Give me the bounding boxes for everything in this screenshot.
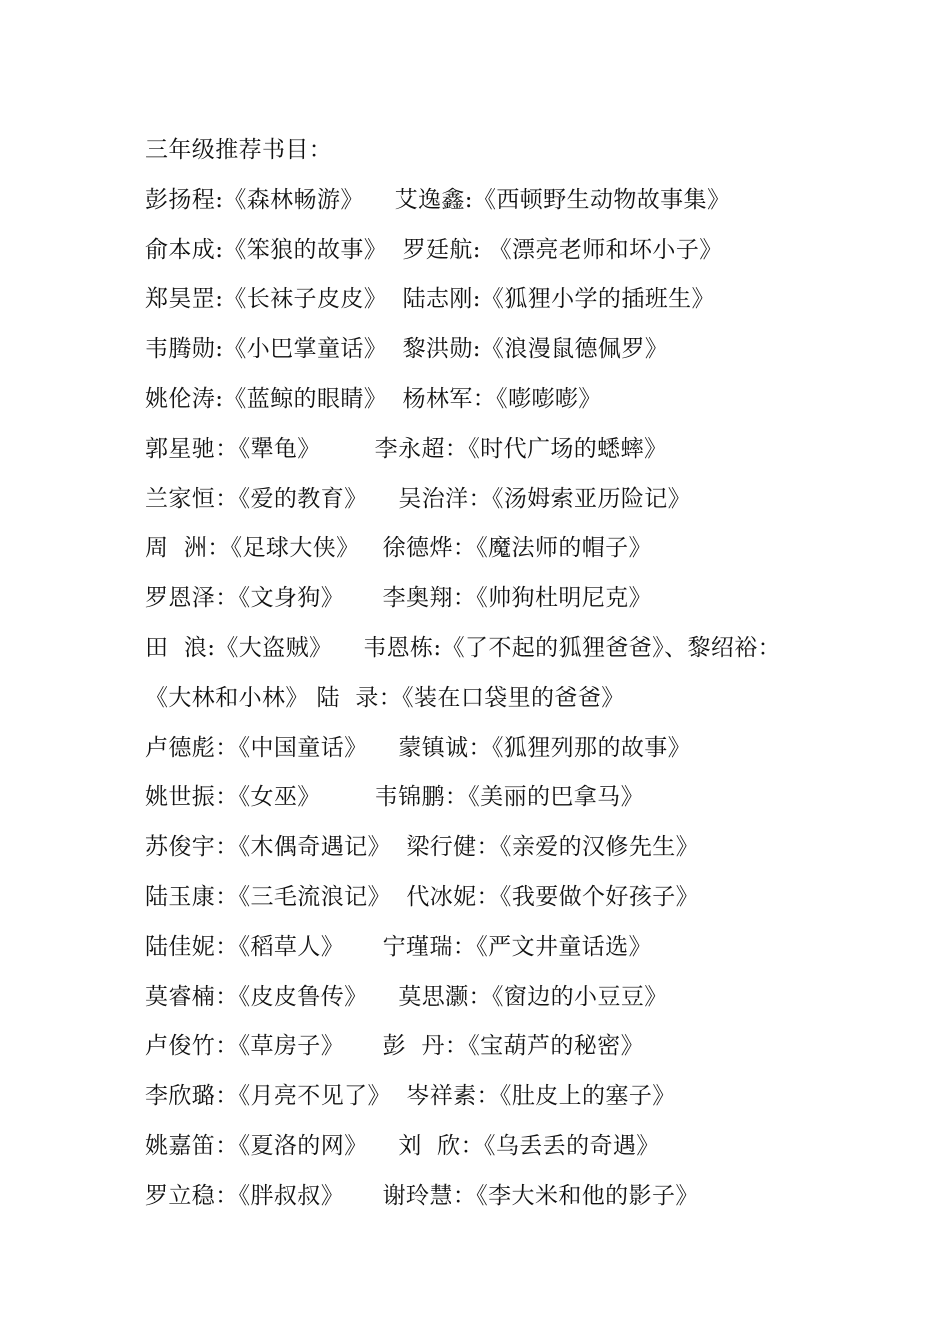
list-title: 三年级推荐书目： (145, 137, 333, 163)
list-item: 卢俊竹：《草房子》 彭 丹：《宝葫芦的秘密》 (145, 1033, 644, 1060)
list-item: 俞本成:《笨狼的故事》 罗廷航: 《漂亮老师和坏小子》 (145, 236, 723, 263)
list-item: 苏俊宇：《木偶奇遇记》 梁行健：《亲爱的汉修先生》 (145, 834, 700, 861)
book-list (145, 126, 845, 1222)
list-item: 陆玉康：《三毛流浪记》 代冰妮：《我要做个好孩子》 (145, 883, 700, 910)
list-item: 姚嘉笛：《夏洛的网》 刘 欣：《乌丢丢的奇遇》 (145, 1132, 660, 1159)
list-item: 卢德彪：《中国童话》 蒙镇诚：《狐狸列那的故事》 (145, 734, 692, 761)
list-item: 郑昊罡:《长袜子皮皮》 陆志刚:《狐狸小学的插班生》 (145, 286, 715, 313)
list-item: 莫睿楠：《皮皮鲁传》 莫思灏：《窗边的小豆豆》 (145, 983, 668, 1010)
list-item: 罗立稳：《胖叔叔》 谢玲慧：《李大米和他的影子》 (145, 1182, 699, 1209)
list-item: 周 洲：《足球大侠》 徐德烨：《魔法师的帽子》 (145, 535, 652, 562)
list-item: 李欣璐：《月亮不见了》 岑祥素：《肚皮上的塞子》 (145, 1083, 676, 1110)
list-item: 《大林和小林》 陆 录：《装在口袋里的爸爸》 (145, 684, 625, 711)
list-item: 姚伦涛:《蓝鲸的眼睛》 杨林军：《嘭嘭嘭》 (145, 385, 602, 412)
list-item: 陆佳妮：《稻草人》 宁瑾瑞：《严文井童话选》 (145, 933, 652, 960)
list-item: 田 浪:《大盗贼》 韦恩栋:《了不起的狐狸爸爸》、黎绍裕： (145, 634, 782, 661)
list-item: 姚世振：《女巫》 韦锦鹏：《美丽的巴拿马》 (145, 784, 644, 811)
list-item: 郭星驰：《犟龟》 李永超：《时代广场的蟋蟀》 (145, 435, 668, 462)
list-item: 彭扬程:《森林畅游》 艾逸鑫:《西顿野生动物故事集》 (145, 186, 731, 213)
list-item: 罗恩泽：《文身狗》 李奥翔：《帅狗杜明尼克》 (145, 585, 652, 612)
list-item: 兰家恒：《爱的教育》 吴治洋：《汤姆索亚历险记》 (145, 485, 692, 512)
list-item: 韦腾勋:《小巴掌童话》 黎洪勋:《浪漫鼠德佩罗》 (145, 336, 669, 363)
